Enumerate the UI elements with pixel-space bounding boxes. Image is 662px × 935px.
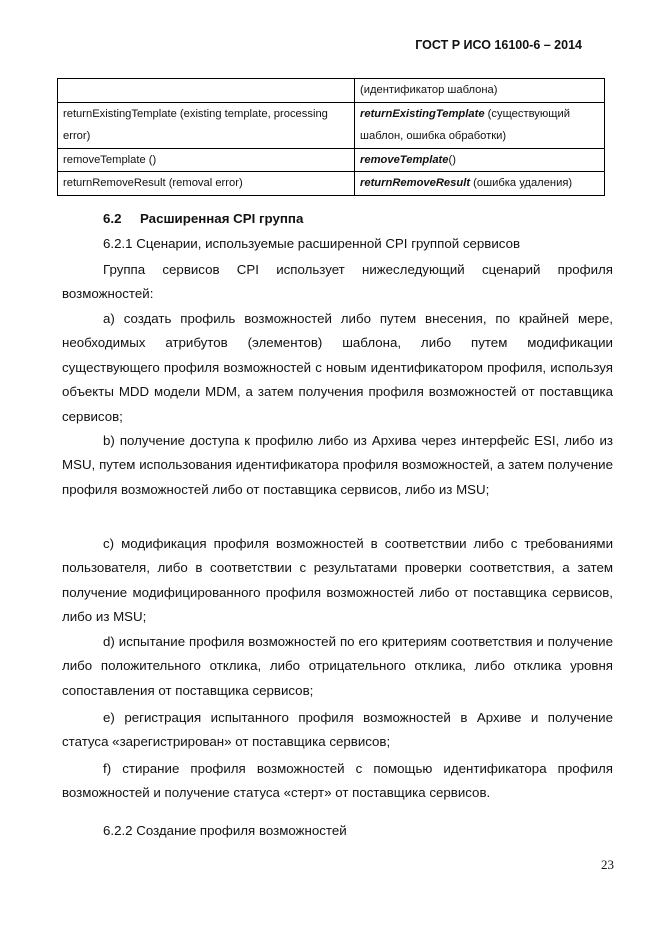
table-cell-left: returnRemoveResult (removal error) [58, 172, 355, 196]
paragraph-item-f: f) стирание профиля возможностей с помощью идентификатора профиля возможностей и получение статуса «стерт» от поставщика сервисов. [62, 761, 613, 801]
table-cell-right [355, 172, 605, 196]
table-cell-left: returnExistingTemplate (existing template, processing error) [58, 102, 355, 148]
table-row [58, 79, 605, 103]
function-args: (ошибка удаления) [470, 177, 573, 189]
section-number: 6.2 [103, 211, 122, 226]
section-title: Расширенная CPI группа [139, 211, 304, 226]
table-cell-left [58, 79, 355, 103]
function-name: removeTemplate [360, 153, 449, 166]
table-cell-right [355, 79, 605, 103]
paragraph-item-e: e) регистрация испытанного профиля возможностей в Архиве и получение статуса «зарегистрирован» от поставщика сервисов; [62, 710, 613, 750]
page-number: 23 [601, 857, 614, 872]
table-cell-right [355, 102, 605, 148]
paragraph-item-c: c) модификация профиля возможностей в соответствии либо с требованиями пользователя, либо в соответствии с результатами проверки соответствия, а затем получение модифицированного профиля возможностей либо от поставщика сервисов, либо из MSU; [62, 536, 613, 625]
function-args: (идентификатор шаблона) [360, 84, 498, 96]
paragraph-item-a: а) создать профиль возможностей либо путем внесения, по крайней мере, необходимых атрибутов (элементов) шаблона, либо путем модификации существующего профиля возможностей с новым идентификатором профиля, используя объекты MDD модели MDM, а затем получения профиля возможностей от поставщика сервисов; [62, 311, 613, 424]
paragraph-intro: Группа сервисов CPI использует нижеследующий сценарий профиля возможностей: [62, 262, 613, 302]
function-args: () [448, 153, 456, 166]
table-cell-left: removeTemplate () [58, 148, 355, 172]
subsection-heading: 6.2.1 Сценарии, используемые расширенной CPI группой сервисов [103, 236, 521, 251]
paragraph-item-d: d) испытание профиля возможностей по его критериям соответствия и получение либо положительного отклика, либо отрицательного отклика, либо отклика уровня сопоставления от поставщика сервисов; [62, 634, 613, 698]
function-args: (существующий шаблон, ошибка обработки) [360, 107, 570, 142]
table-row [58, 102, 605, 148]
paragraph-item-b: b) получение доступа к профилю либо из Архива через интерфейс ESI, либо из MSU, путем использования идентификатора профиля возможностей, а затем получение профиля возможностей либо от поставщика сервисов, либо из MSU; [62, 433, 613, 497]
section-heading [103, 211, 303, 226]
table-row [58, 172, 605, 196]
subsection-heading: 6.2.2 Создание профиля возможностей [103, 823, 347, 838]
table-cell-right [355, 148, 605, 172]
function-name: returnExistingTemplate [360, 107, 485, 120]
service-table [57, 78, 605, 196]
function-name: returnRemoveResult [360, 177, 471, 189]
table-row [58, 148, 605, 172]
document-header: ГОСТ Р ИСО 16100-6 – 2014 [415, 38, 582, 52]
